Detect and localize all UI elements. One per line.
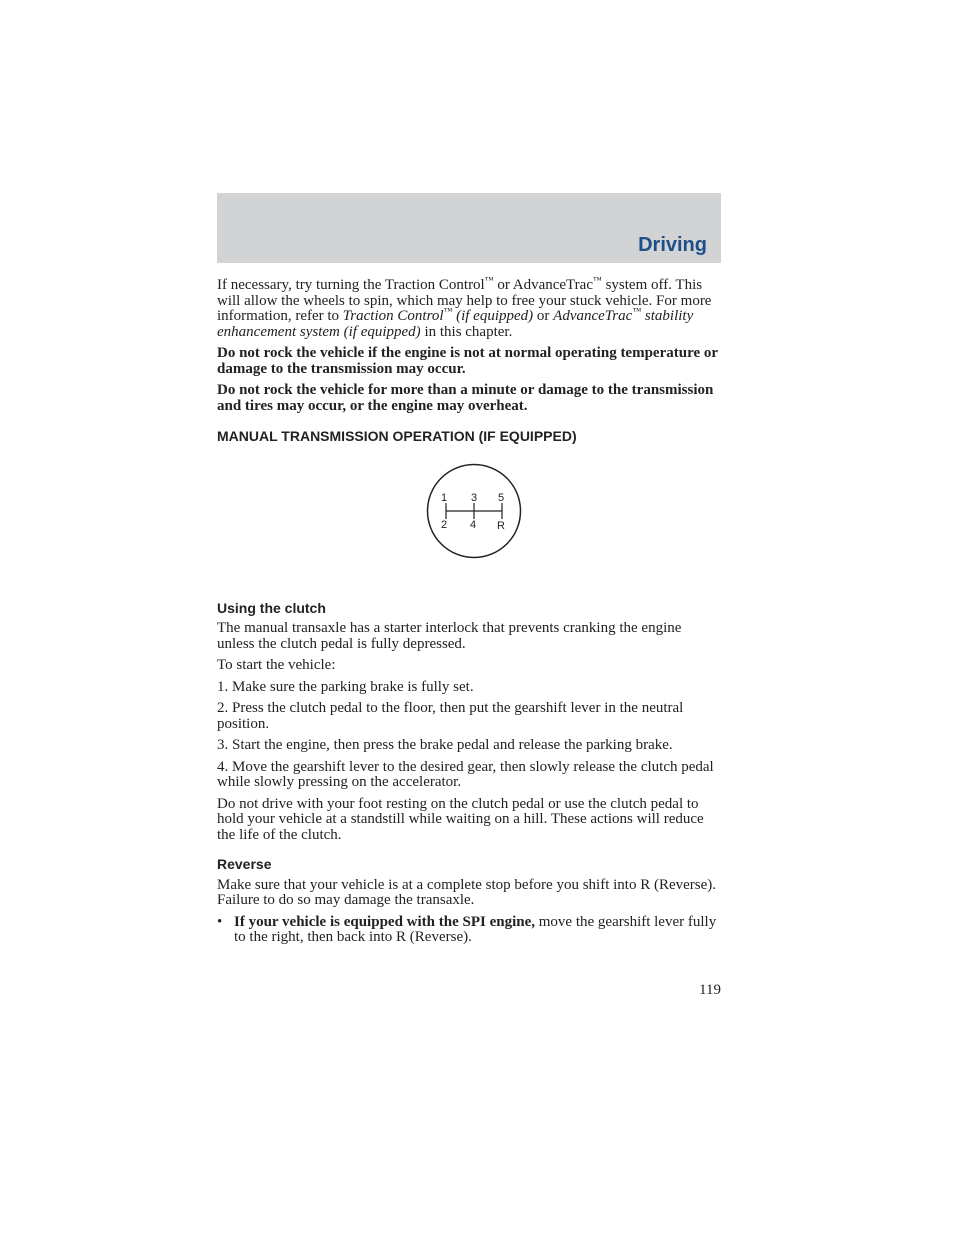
start-step-2: 2. Press the clutch pedal to the floor, then put the gearshift lever in the neutral position. (217, 700, 684, 732)
reverse-spi-bullet (217, 915, 721, 946)
intro-text-2: or AdvanceTrac (493, 277, 593, 293)
reverse-heading: Reverse (217, 856, 272, 872)
bullet-rest-text: move the gearshift lever fully to the right, then back into R (Reverse). (234, 913, 717, 945)
gear-label-4: 4 (469, 518, 477, 531)
gear-label-2: 2 (440, 518, 448, 531)
intro-text-3: system off. This will allow the wheels to spin, which may help to free your stuck vehicle. For more information, refer to (217, 277, 712, 324)
section-header-band (217, 193, 721, 263)
clutch-interlock-text: The manual transaxle has a starter interlock that prevents cranking the engine unless the clutch pedal is fully depressed. (217, 620, 682, 652)
gear-label-1: 1 (440, 491, 448, 504)
xref-traction-control: Traction Control™ (if equipped) (342, 306, 534, 324)
start-step-1: 1. Make sure the parking brake is fully set. (217, 678, 474, 695)
manual-transmission-heading: MANUAL TRANSMISSION OPERATION (IF EQUIPPED) (217, 428, 577, 444)
intro-text-1: If necessary, try turning the Traction Control (217, 277, 485, 293)
page-number: 119 (699, 982, 721, 998)
trademark-mark: ™ (484, 275, 494, 285)
bullet-marker: • (217, 913, 223, 930)
bullet-bold-text: If your vehicle is equipped with the SPI engine, (234, 913, 536, 930)
intro-text-5: in this chapter. (420, 323, 513, 340)
using-clutch-heading: Using the clutch (217, 599, 326, 616)
start-step-3: 3. Start the engine, then press the brake pedal and release the parking brake. (217, 737, 673, 753)
warning-rock-duration: Do not rock the vehicle for more than a minute or damage to the transmission and tires may occur, or the engine may overheat. (217, 382, 714, 414)
start-vehicle-intro: To start the vehicle: (217, 657, 336, 673)
clutch-rest-caution: Do not drive with your foot resting on the clutch pedal or use the clutch pedal to hold your vehicle at a standstill while waiting on a hill. These actions will reduce the life of the clutch. (217, 795, 704, 843)
intro-paragraph (217, 275, 721, 340)
warning-rock-temperature: Do not rock the vehicle if the engine is not at normal operating temperature or damage to the transmission may occur. (217, 345, 718, 377)
gear-label-3: 3 (470, 491, 478, 504)
gear-label-reverse: R (497, 519, 505, 532)
shift-pattern-svg (426, 463, 522, 559)
xref-advancetrac: AdvanceTrac™ stability enhancement system (if equipped) (217, 306, 694, 340)
page-content (217, 275, 721, 952)
shift-pattern-diagram (217, 463, 721, 601)
reverse-stop-text: Make sure that your vehicle is at a complete stop before you shift into R (Reverse). Failure to do so may damage the transaxle. (217, 876, 717, 908)
section-title-driving: Driving (638, 234, 707, 256)
gear-label-5: 5 (497, 491, 505, 504)
intro-text-4: or (533, 308, 554, 324)
trademark-mark: ™ (592, 275, 602, 285)
start-step-4: 4. Move the gearshift lever to the desired gear, then slowly release the clutch pedal while slowly pressing on the accelerator. (217, 758, 714, 790)
